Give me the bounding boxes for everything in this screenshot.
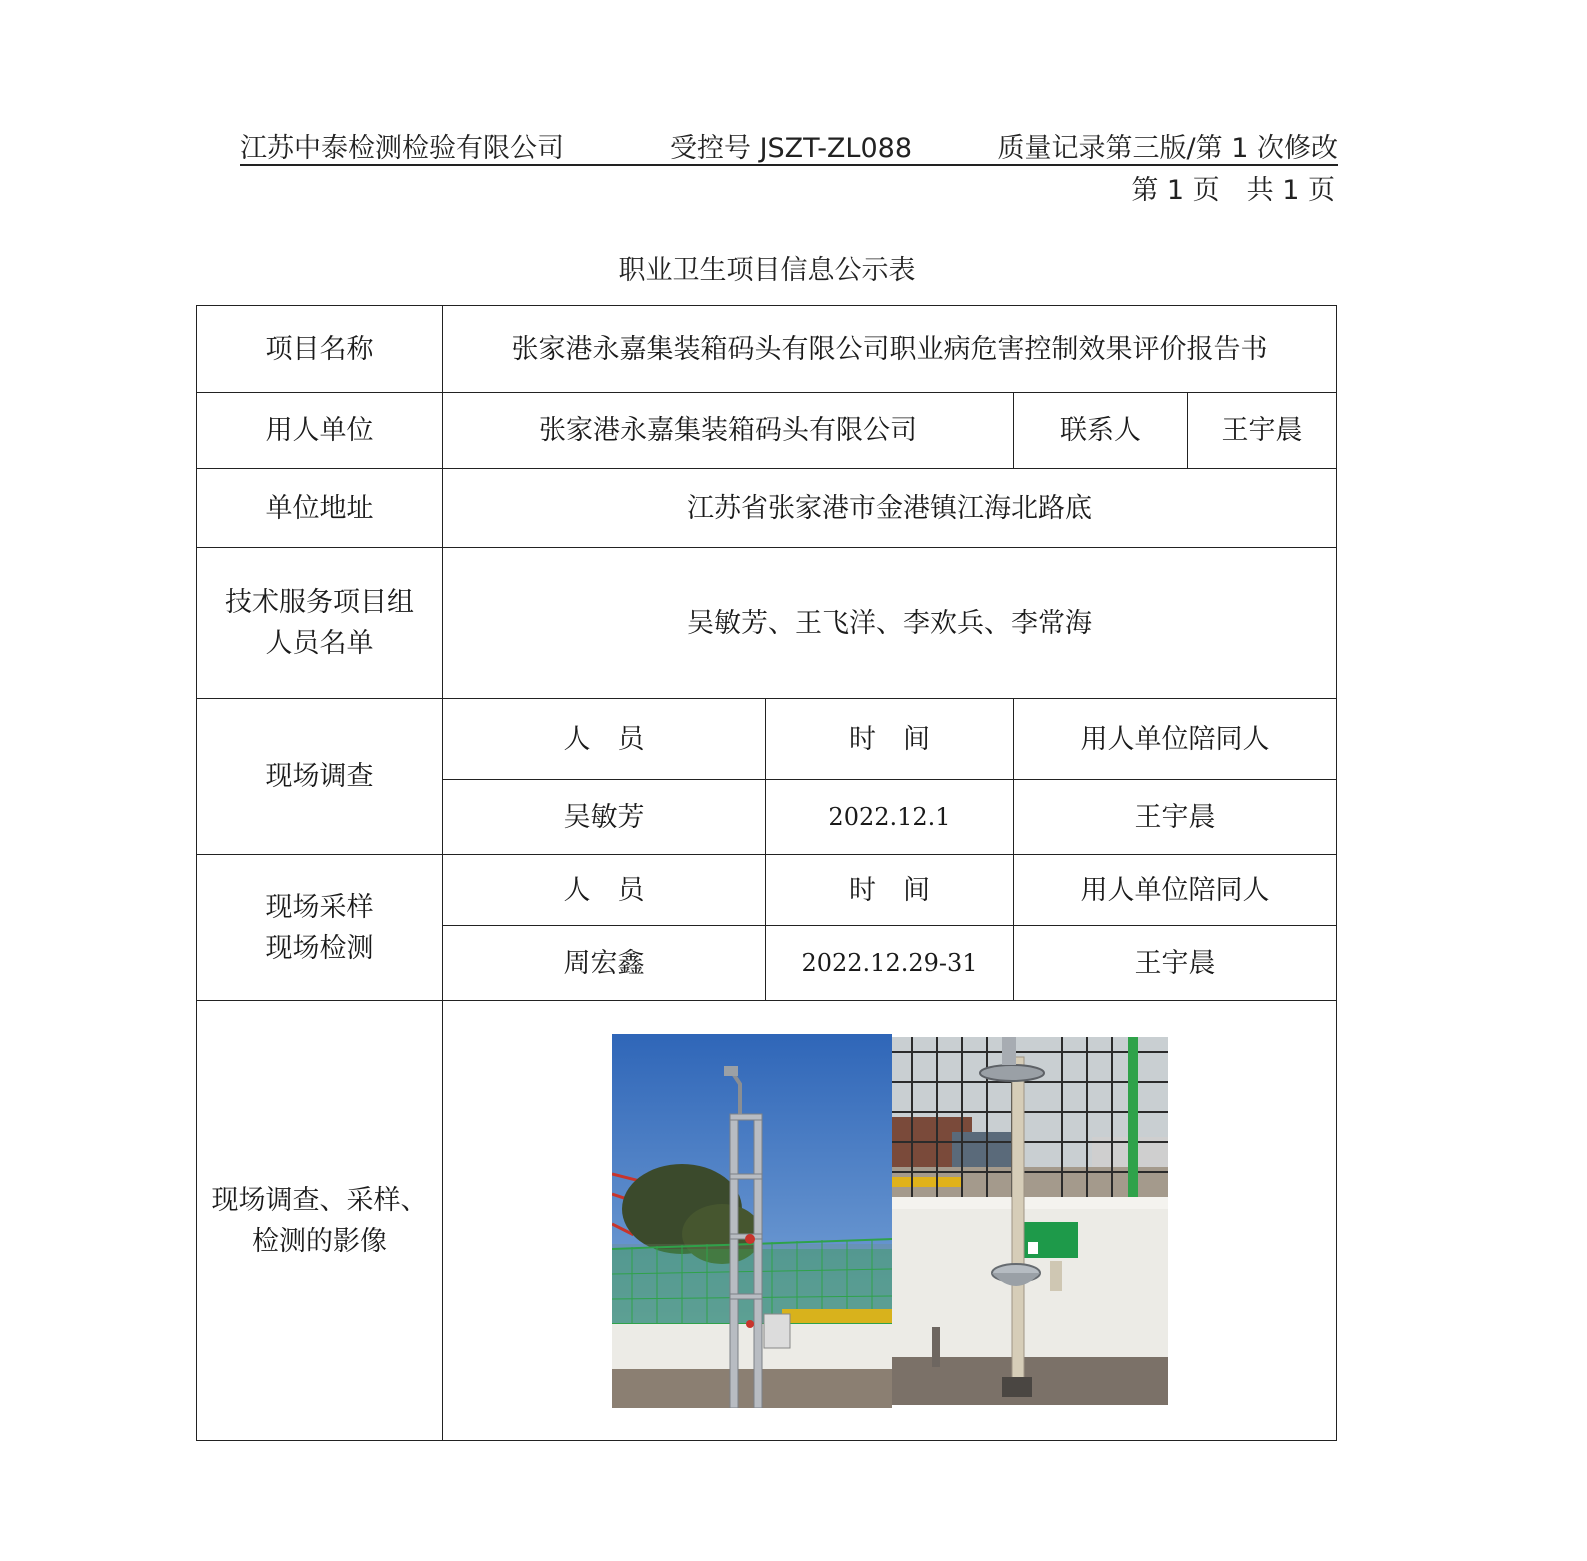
page-number: 第 1 页 共 1 页	[1131, 175, 1335, 206]
row-address	[197, 469, 1337, 548]
team-label-line2: 人员名单	[265, 628, 374, 659]
survey-col-personnel: 人 员	[443, 699, 766, 780]
employer-label: 用人单位	[197, 393, 443, 469]
images-label-line1: 现场调查、采样、	[211, 1184, 428, 1216]
survey-escort: 王宇晨	[1014, 780, 1337, 855]
row-survey-header	[197, 699, 1337, 780]
survey-time: 2022.12.1	[766, 780, 1014, 855]
header-control-number: 受控号 JSZT-ZL088	[670, 133, 913, 164]
photo-group	[449, 1034, 1330, 1408]
sampling-col-time: 时 间	[766, 855, 1014, 926]
team-label-line1: 技术服务项目组	[225, 587, 414, 618]
sampling-label	[197, 855, 443, 1001]
sampling-label-line2: 现场检测	[265, 932, 374, 964]
survey-label: 现场调查	[197, 699, 443, 855]
team-label	[197, 548, 443, 699]
header-company: 江苏中泰检测检验有限公司	[240, 133, 564, 164]
project-info-table	[196, 305, 1337, 1441]
contact-label: 联系人	[1014, 393, 1188, 469]
survey-personnel: 吴敏芳	[443, 780, 766, 855]
contact-value: 王宇晨	[1188, 393, 1337, 469]
document-header	[240, 122, 1338, 166]
sampling-escort: 王宇晨	[1014, 926, 1337, 1001]
images-cell	[443, 1001, 1337, 1441]
sampling-col-personnel: 人 员	[443, 855, 766, 926]
row-project-name	[197, 306, 1337, 393]
project-name-label: 项目名称	[197, 306, 443, 393]
row-images	[197, 1001, 1337, 1441]
header-version: 质量记录第三版/第 1 次修改	[997, 133, 1338, 164]
sampling-col-escort: 用人单位陪同人	[1014, 855, 1337, 926]
address-value: 江苏省张家港市金港镇江海北路底	[443, 469, 1337, 548]
emergency-shower-pole-photo	[612, 1034, 892, 1408]
survey-col-escort: 用人单位陪同人	[1014, 699, 1337, 780]
eyewash-station-photo	[892, 1037, 1168, 1405]
employer-value: 张家港永嘉集装箱码头有限公司	[443, 393, 1014, 469]
sampling-personnel: 周宏鑫	[443, 926, 766, 1001]
document-title: 职业卫生项目信息公示表	[618, 255, 916, 286]
survey-col-time: 时 间	[766, 699, 1014, 780]
sampling-time: 2022.12.29-31	[766, 926, 1014, 1001]
images-label	[197, 1001, 443, 1441]
row-team	[197, 548, 1337, 699]
images-label-line2: 检测的影像	[252, 1225, 387, 1257]
team-value: 吴敏芳、王飞洋、李欢兵、李常海	[443, 548, 1337, 699]
row-employer	[197, 393, 1337, 469]
project-name-value: 张家港永嘉集装箱码头有限公司职业病危害控制效果评价报告书	[443, 306, 1337, 393]
row-sampling-header	[197, 855, 1337, 926]
address-label: 单位地址	[197, 469, 443, 548]
sampling-label-line1: 现场采样	[265, 891, 374, 923]
